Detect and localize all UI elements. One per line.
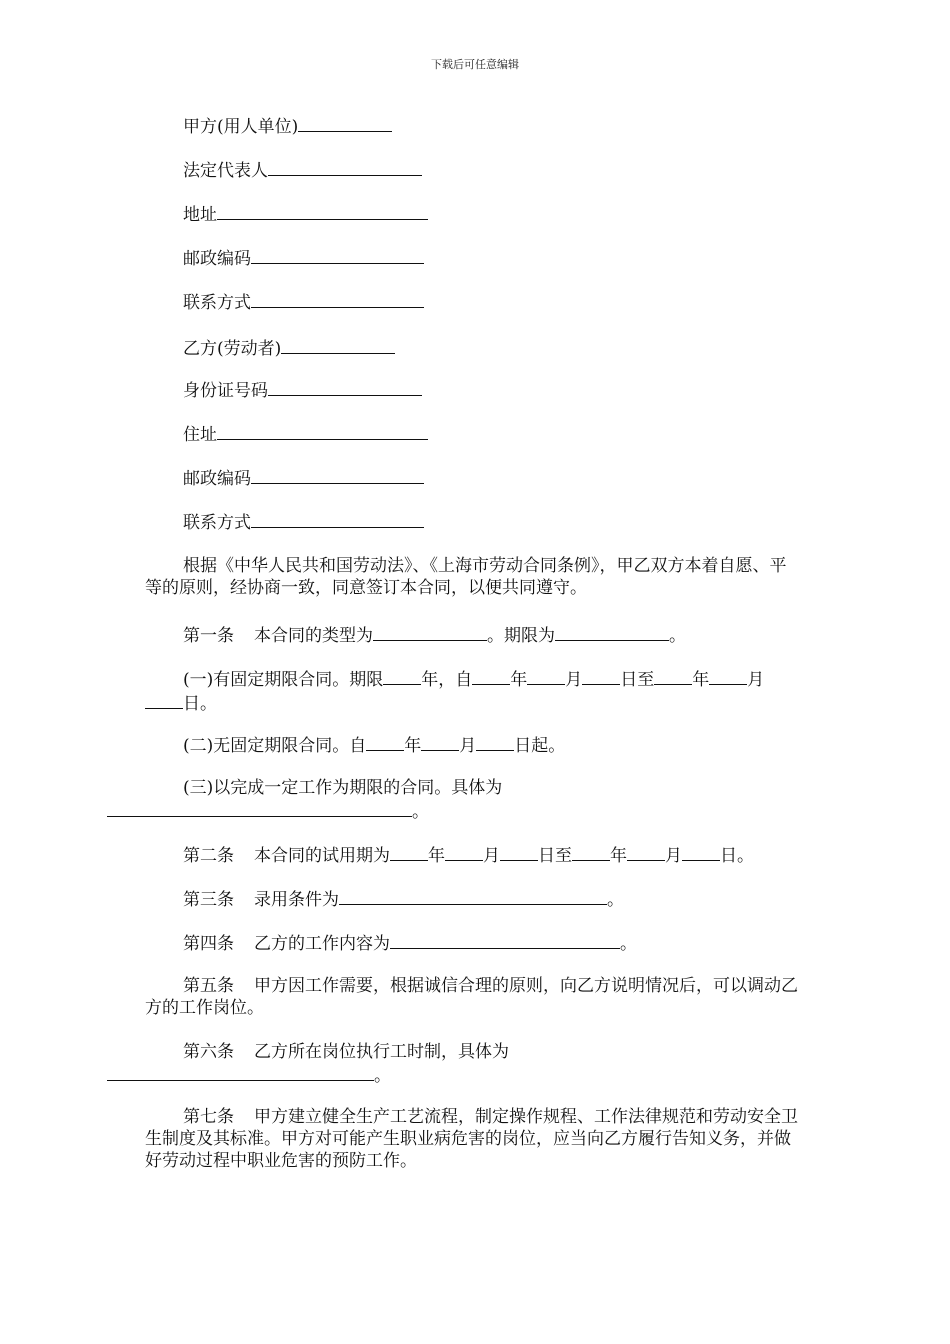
article-1-text-2: 。期限为 (487, 626, 555, 646)
party-a-contact-blank[interactable] (251, 290, 424, 308)
party-b-address-field (183, 422, 428, 446)
article-2-text-5: 年 (610, 846, 627, 866)
item-1-end-day-blank[interactable] (145, 691, 183, 709)
item-1-start-day-blank[interactable] (582, 667, 620, 685)
party-b-contact-label: 联系方式 (183, 513, 251, 533)
hiring-conditions-blank[interactable] (339, 887, 607, 905)
item-1-text-3: 年 (510, 670, 528, 690)
probation-end-year-blank[interactable] (572, 843, 610, 861)
item-1-end-year-blank[interactable] (654, 667, 692, 685)
article-6 (145, 1041, 800, 1087)
article-2-label: 第二条 (183, 846, 234, 866)
article-2 (145, 843, 800, 867)
article-2-text-6: 月 (665, 846, 682, 866)
working-hours-blank[interactable] (107, 1063, 374, 1081)
party-b-address-label: 住址 (183, 425, 217, 445)
article-2-text-2: 年 (428, 846, 445, 866)
item-2-text-4: 日起。 (514, 736, 566, 756)
party-a-contact-label: 联系方式 (183, 293, 251, 313)
party-b-postcode-label: 邮政编码 (183, 469, 251, 489)
party-a-address-field (183, 202, 428, 226)
article-2-text-4: 日至 (538, 846, 572, 866)
article-4 (145, 931, 800, 955)
item-2-text-3: 月 (459, 736, 477, 756)
article-1 (145, 623, 800, 647)
article-5 (145, 975, 800, 1019)
probation-start-year-blank[interactable] (390, 843, 428, 861)
item-1-text-1: (一)有固定期限合同。期限 (183, 670, 384, 690)
item-3-task-term (145, 777, 800, 823)
article-6-text-2: 。 (374, 1066, 391, 1086)
probation-end-day-blank[interactable] (682, 843, 720, 861)
party-a-title-blank[interactable] (298, 114, 392, 132)
contract-term-blank[interactable] (555, 623, 669, 641)
article-5-label: 第五条 (183, 976, 234, 996)
item-1-fixed-term (145, 667, 800, 715)
item-1-text-7: 月 (747, 670, 765, 690)
article-1-label: 第一条 (183, 626, 234, 646)
item-2-year-blank[interactable] (366, 733, 404, 751)
item-2-text-1: (二)无固定期限合同。自 (183, 736, 367, 756)
article-3-text-1: 录用条件为 (254, 890, 339, 910)
article-6-label: 第六条 (183, 1042, 234, 1062)
party-a-postcode-label: 邮政编码 (183, 249, 251, 269)
article-3 (145, 887, 800, 911)
work-content-blank[interactable] (390, 931, 620, 949)
party-b-id-field (183, 378, 422, 402)
party-a-legal-rep-label: 法定代表人 (183, 161, 268, 181)
article-6-text-1: 乙方所在岗位执行工时制，具体为 (254, 1042, 509, 1062)
item-2-text-2: 年 (404, 736, 422, 756)
item-3-text-2: 。 (412, 802, 429, 822)
item-1-start-month-blank[interactable] (527, 667, 565, 685)
article-1-text-1: 本合同的类型为 (254, 626, 373, 646)
party-a-address-blank[interactable] (217, 202, 428, 220)
probation-end-month-blank[interactable] (627, 843, 665, 861)
item-1-text-2: 年，自 (421, 670, 473, 690)
party-b-postcode-blank[interactable] (251, 466, 424, 484)
party-b-contact-blank[interactable] (251, 510, 424, 528)
item-2-open-term (145, 733, 800, 757)
contract-type-blank[interactable] (373, 623, 487, 641)
preamble-paragraph: 根据《中华人民共和国劳动法》、《上海市劳动合同条例》，甲乙双方本着自愿、平等的原则，经协商一致，同意签订本合同，以便共同遵守。 (145, 556, 787, 598)
party-b-id-label: 身份证号码 (183, 381, 268, 401)
item-1-end-month-blank[interactable] (709, 667, 747, 685)
party-a-title-field (183, 114, 392, 138)
article-3-label: 第三条 (183, 890, 234, 910)
item-1-text-6: 年 (692, 670, 710, 690)
party-b-title-field (183, 336, 395, 360)
article-7-text: 甲方建立健全生产工艺流程，制定操作规程、工作法律规范和劳动安全卫生制度及其标准。甲方对可能产生职业病危害的岗位，应当向乙方履行告知义务，并做好劳动过程中职业危害的预防工作。 (145, 1107, 798, 1171)
party-b-id-blank[interactable] (268, 378, 422, 396)
item-1-text-5: 日至 (620, 670, 655, 690)
item-1-text-8: 日。 (183, 694, 217, 714)
probation-start-month-blank[interactable] (445, 843, 483, 861)
party-b-contact-field (183, 510, 424, 534)
item-1-years-blank[interactable] (383, 667, 421, 685)
party-a-legal-rep-blank[interactable] (268, 158, 422, 176)
party-a-title-label: 甲方(用人单位) (183, 117, 299, 137)
page-header-note: 下载后可任意编辑 (431, 58, 519, 71)
item-1-start-year-blank[interactable] (472, 667, 510, 685)
party-a-contact-field (183, 290, 424, 314)
article-2-text-7: 日。 (720, 846, 754, 866)
article-5-text: 甲方因工作需要，根据诚信合理的原则，向乙方说明情况后，可以调动乙方的工作岗位。 (145, 976, 798, 1018)
article-4-label: 第四条 (183, 934, 234, 954)
article-1-text-3: 。 (669, 626, 686, 646)
article-7 (145, 1106, 800, 1172)
party-a-legal-rep-field (183, 158, 422, 182)
article-2-text-3: 月 (483, 846, 500, 866)
party-a-address-label: 地址 (183, 205, 217, 225)
article-3-text-2: 。 (607, 890, 624, 910)
party-b-postcode-field (183, 466, 424, 490)
item-1-text-4: 月 (565, 670, 583, 690)
article-4-text-1: 乙方的工作内容为 (254, 934, 390, 954)
article-2-text-1: 本合同的试用期为 (254, 846, 390, 866)
item-2-day-blank[interactable] (476, 733, 514, 751)
item-2-month-blank[interactable] (421, 733, 459, 751)
probation-start-day-blank[interactable] (500, 843, 538, 861)
article-4-text-2: 。 (620, 934, 637, 954)
item-3-text-1: (三)以完成一定工作为期限的合同。具体为 (183, 778, 503, 798)
party-b-title-label: 乙方(劳动者) (183, 339, 282, 359)
party-a-postcode-field (183, 246, 424, 270)
item-3-detail-blank[interactable] (107, 799, 412, 817)
party-b-title-blank[interactable] (281, 336, 395, 354)
party-a-postcode-blank[interactable] (251, 246, 424, 264)
article-7-label: 第七条 (183, 1107, 234, 1127)
party-b-address-blank[interactable] (217, 422, 428, 440)
